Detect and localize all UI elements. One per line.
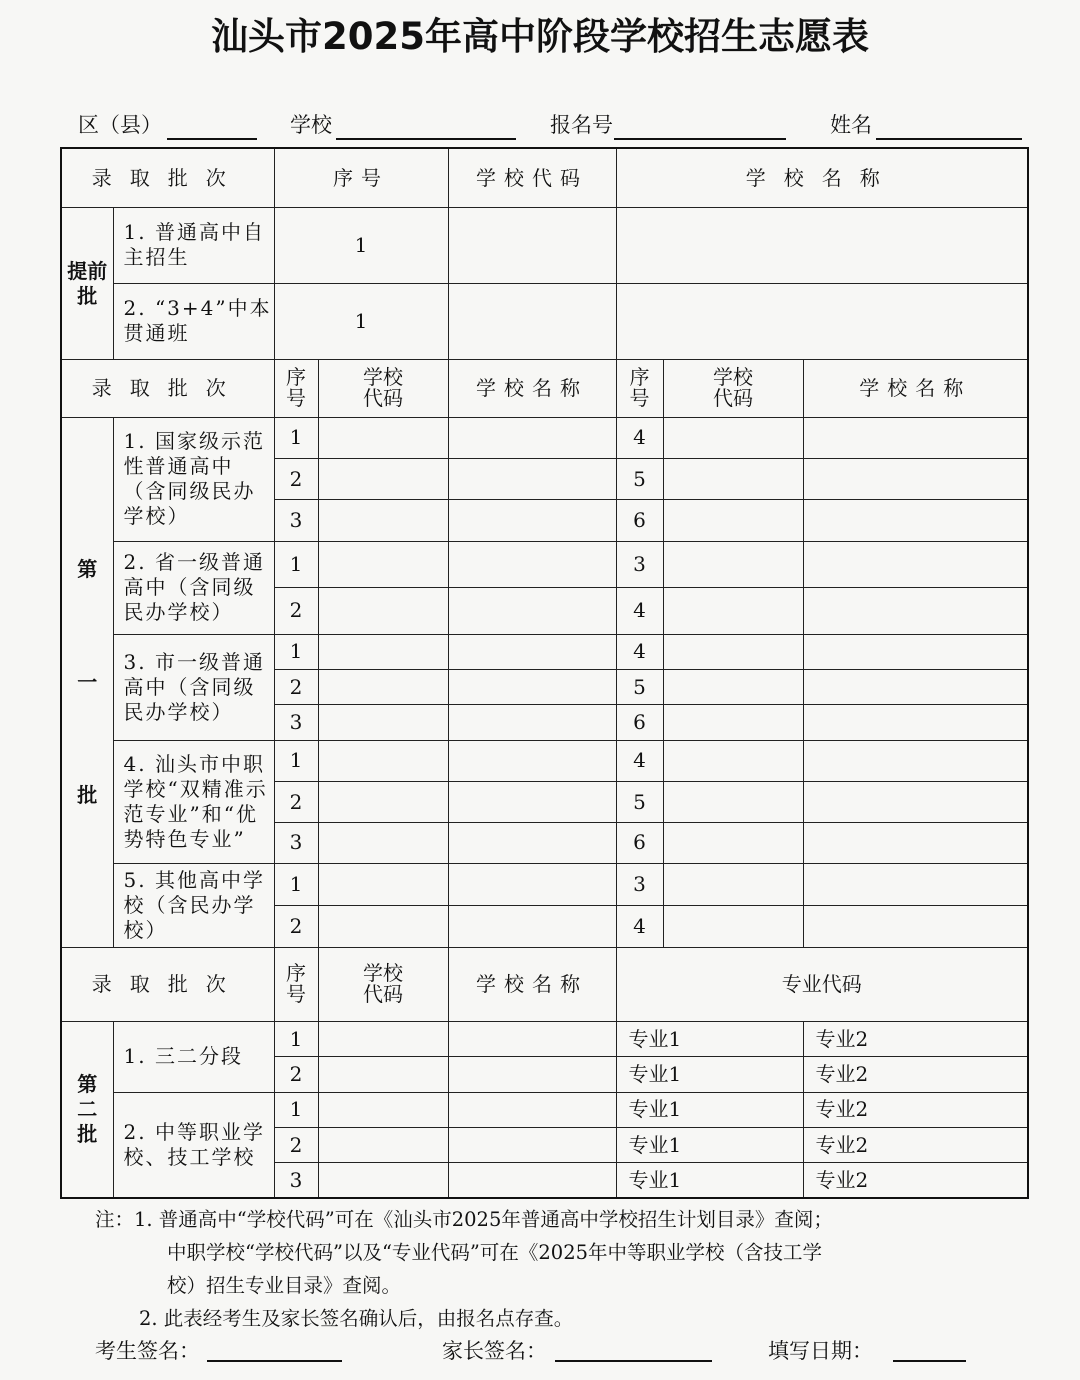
school-name-input[interactable] bbox=[803, 541, 1028, 587]
seq-cell: 2 bbox=[274, 588, 318, 634]
school-name-input[interactable] bbox=[448, 417, 616, 458]
school-code-input[interactable] bbox=[663, 781, 803, 822]
name-header: 学校名称 bbox=[803, 360, 1028, 418]
early-category: 1. 普通高中自主招生 bbox=[113, 208, 274, 284]
major-1-input[interactable]: 专业1 bbox=[616, 1021, 803, 1056]
header-fields bbox=[0, 108, 1080, 142]
major-2-input[interactable]: 专业2 bbox=[803, 1127, 1028, 1162]
school-name-input[interactable] bbox=[448, 1021, 616, 1056]
school-code-input[interactable] bbox=[663, 740, 803, 781]
school-code-input[interactable] bbox=[663, 863, 803, 905]
seq-cell: 6 bbox=[616, 823, 663, 863]
note-line: 中职学校“学校代码”以及“专业代码”可在《2025年中等职业学校（含技工学 bbox=[167, 1241, 823, 1264]
major-2-input[interactable]: 专业2 bbox=[803, 1092, 1028, 1127]
seq-cell: 4 bbox=[616, 588, 663, 634]
seq-cell: 1 bbox=[274, 863, 318, 905]
name-label: 姓名 bbox=[830, 113, 872, 137]
second-batch-category: 2. 中等职业学校、技工学校 bbox=[113, 1092, 274, 1198]
seq-cell: 4 bbox=[616, 740, 663, 781]
seq-cell: 1 bbox=[274, 208, 448, 284]
major-1-input[interactable]: 专业1 bbox=[616, 1163, 803, 1198]
school-code-input[interactable] bbox=[318, 588, 448, 634]
school-code-input[interactable] bbox=[318, 417, 448, 458]
school-name-input[interactable] bbox=[448, 905, 616, 947]
school-name-input[interactable] bbox=[448, 634, 616, 669]
school-code-input[interactable] bbox=[448, 208, 616, 284]
school-name-input[interactable] bbox=[803, 588, 1028, 634]
school-code-input[interactable] bbox=[663, 500, 803, 541]
school-name-input[interactable] bbox=[803, 669, 1028, 704]
seq-cell: 1 bbox=[274, 1021, 318, 1056]
first-batch-category: 5. 其他高中学校（含民办学校） bbox=[113, 863, 274, 948]
district-label: 区（县） bbox=[78, 113, 162, 137]
seq-header: 序号 bbox=[274, 148, 448, 208]
seq-cell: 2 bbox=[274, 669, 318, 704]
seq-cell: 3 bbox=[274, 1163, 318, 1198]
seq-cell: 4 bbox=[616, 905, 663, 947]
major-1-input[interactable]: 专业1 bbox=[616, 1057, 803, 1092]
seq-cell: 1 bbox=[274, 634, 318, 669]
school-code-input[interactable] bbox=[318, 541, 448, 587]
school-code-input[interactable] bbox=[318, 669, 448, 704]
code-header: 学校代码 bbox=[663, 360, 803, 418]
school-name-input[interactable] bbox=[448, 500, 616, 541]
seq-cell: 3 bbox=[274, 705, 318, 740]
seq-cell: 3 bbox=[616, 863, 663, 905]
seq-header: 序号 bbox=[274, 360, 318, 418]
major-1-input[interactable]: 专业1 bbox=[616, 1127, 803, 1162]
application-table bbox=[60, 147, 1029, 1199]
date-label: 填写日期： bbox=[768, 1339, 873, 1363]
school-code-input[interactable] bbox=[318, 1163, 448, 1198]
name-header: 学校名称 bbox=[616, 148, 1028, 208]
batch-header: 录取批次 bbox=[61, 948, 274, 1022]
school-name-input[interactable] bbox=[448, 1057, 616, 1092]
school-code-input[interactable] bbox=[318, 705, 448, 740]
school-name-input[interactable] bbox=[448, 1127, 616, 1162]
early-batch-label: 提前批 bbox=[61, 208, 113, 360]
school-code-input[interactable] bbox=[318, 823, 448, 863]
school-name-input[interactable] bbox=[616, 208, 1028, 284]
first-batch-category: 3. 市一级普通高中（含同级民办学校） bbox=[113, 634, 274, 740]
school-name-input[interactable] bbox=[448, 781, 616, 822]
school-name-input[interactable] bbox=[448, 1163, 616, 1198]
school-code-input[interactable] bbox=[318, 740, 448, 781]
batch-header: 录取批次 bbox=[61, 360, 274, 418]
student-signature-field[interactable] bbox=[207, 1360, 342, 1362]
second-batch-category: 1. 三二分段 bbox=[113, 1021, 274, 1092]
seq-header: 序号 bbox=[616, 360, 663, 418]
school-name-input[interactable] bbox=[448, 541, 616, 587]
school-code-input[interactable] bbox=[318, 1127, 448, 1162]
school-name-input[interactable] bbox=[448, 459, 616, 500]
code-header: 学校代码 bbox=[448, 148, 616, 208]
first-batch-category: 1. 国家级示范性普通高中（含同级民办学校） bbox=[113, 417, 274, 541]
seq-cell: 4 bbox=[616, 417, 663, 458]
school-name-input[interactable] bbox=[803, 459, 1028, 500]
seq-cell: 2 bbox=[274, 459, 318, 500]
school-code-input[interactable] bbox=[318, 781, 448, 822]
early-category: 2. “3+4”中本贯通班 bbox=[113, 283, 274, 360]
seq-cell: 1 bbox=[274, 740, 318, 781]
school-code-input[interactable] bbox=[663, 541, 803, 587]
first-batch-category: 2. 省一级普通高中（含同级民办学校） bbox=[113, 541, 274, 634]
seq-cell: 6 bbox=[616, 500, 663, 541]
seq-cell: 1 bbox=[274, 283, 448, 360]
second-batch-section bbox=[61, 1021, 1028, 1198]
school-code-input[interactable] bbox=[318, 905, 448, 947]
seq-cell: 5 bbox=[616, 459, 663, 500]
school-code-input[interactable] bbox=[318, 1092, 448, 1127]
school-name-input[interactable] bbox=[616, 283, 1028, 360]
code-header: 学校代码 bbox=[318, 948, 448, 1022]
seq-cell: 3 bbox=[616, 541, 663, 587]
seq-cell: 3 bbox=[274, 500, 318, 541]
school-name-input[interactable] bbox=[803, 634, 1028, 669]
seq-header: 序号 bbox=[274, 948, 318, 1022]
parent-signature-field[interactable] bbox=[555, 1360, 712, 1362]
regno-label: 报名号 bbox=[550, 113, 613, 137]
school-name-input[interactable] bbox=[803, 500, 1028, 541]
school-name-input[interactable] bbox=[448, 705, 616, 740]
school-name-input[interactable] bbox=[448, 1092, 616, 1127]
major-code-header: 专业代码 bbox=[616, 948, 1028, 1022]
seq-cell: 2 bbox=[274, 905, 318, 947]
school-code-input[interactable] bbox=[663, 669, 803, 704]
note-line: 注：1. 普通高中“学校代码”可在《汕头市2025年普通高中学校招生计划目录》查阅； bbox=[95, 1208, 833, 1231]
school-code-input[interactable] bbox=[318, 459, 448, 500]
seq-cell: 4 bbox=[616, 634, 663, 669]
form-title: 汕头市2025年高中阶段学校招生志愿表 bbox=[211, 15, 869, 58]
school-code-input[interactable] bbox=[663, 905, 803, 947]
first-batch-section bbox=[61, 417, 1028, 948]
seq-cell: 5 bbox=[616, 669, 663, 704]
school-code-input[interactable] bbox=[663, 634, 803, 669]
note-line: 2. 此表经考生及家长签名确认后，由报名点存查。 bbox=[139, 1307, 574, 1330]
seq-cell: 2 bbox=[274, 1127, 318, 1162]
school-name-input[interactable] bbox=[448, 588, 616, 634]
school-code-input[interactable] bbox=[663, 823, 803, 863]
school-name-input[interactable] bbox=[803, 823, 1028, 863]
major-2-input[interactable]: 专业2 bbox=[803, 1163, 1028, 1198]
school-name-input[interactable] bbox=[803, 863, 1028, 905]
school-name-input[interactable] bbox=[803, 781, 1028, 822]
first-batch-category: 4. 汕头市中职学校“双精准示范专业”和“优势特色专业” bbox=[113, 740, 274, 863]
school-code-input[interactable] bbox=[663, 459, 803, 500]
school-code-input[interactable] bbox=[318, 500, 448, 541]
first-batch-label: 第 一 批 bbox=[61, 417, 113, 948]
school-code-input[interactable] bbox=[318, 1057, 448, 1092]
school-code-input[interactable] bbox=[318, 634, 448, 669]
school-name-input[interactable] bbox=[803, 740, 1028, 781]
school-name-input[interactable] bbox=[448, 740, 616, 781]
name-field[interactable] bbox=[876, 138, 1022, 140]
parent-signature-label: 家长签名： bbox=[442, 1339, 547, 1363]
school-code-input[interactable] bbox=[663, 705, 803, 740]
regno-field[interactable] bbox=[614, 138, 786, 140]
notes bbox=[95, 1203, 833, 1335]
school-name-input[interactable] bbox=[803, 905, 1028, 947]
school-code-input[interactable] bbox=[318, 863, 448, 905]
seq-cell: 6 bbox=[616, 705, 663, 740]
school-name-input[interactable] bbox=[448, 669, 616, 704]
seq-cell: 1 bbox=[274, 417, 318, 458]
school-name-input[interactable] bbox=[803, 705, 1028, 740]
name-header: 学校名称 bbox=[448, 360, 616, 418]
seq-cell: 5 bbox=[616, 781, 663, 822]
school-code-input[interactable] bbox=[318, 1021, 448, 1056]
major-1-input[interactable]: 专业1 bbox=[616, 1092, 803, 1127]
seq-cell: 2 bbox=[274, 1057, 318, 1092]
school-name-input[interactable] bbox=[448, 863, 616, 905]
school-name-input[interactable] bbox=[448, 823, 616, 863]
code-header: 学校代码 bbox=[318, 360, 448, 418]
date-field[interactable] bbox=[893, 1360, 966, 1362]
school-code-input[interactable] bbox=[448, 283, 616, 360]
major-2-input[interactable]: 专业2 bbox=[803, 1021, 1028, 1056]
name-header: 学校名称 bbox=[448, 948, 616, 1022]
note-line: 校）招生专业目录》查阅。 bbox=[167, 1274, 402, 1297]
second-batch-label: 第 二 批 bbox=[61, 1021, 113, 1198]
school-code-input[interactable] bbox=[663, 417, 803, 458]
school-field[interactable] bbox=[336, 138, 516, 140]
major-2-input[interactable]: 专业2 bbox=[803, 1057, 1028, 1092]
seq-cell: 3 bbox=[274, 823, 318, 863]
student-signature-label: 考生签名： bbox=[95, 1339, 200, 1363]
seq-cell: 1 bbox=[274, 541, 318, 587]
district-field[interactable] bbox=[167, 138, 257, 140]
seq-cell: 1 bbox=[274, 1092, 318, 1127]
school-code-input[interactable] bbox=[663, 588, 803, 634]
batch-header: 录取批次 bbox=[61, 148, 274, 208]
school-name-input[interactable] bbox=[803, 417, 1028, 458]
school-label: 学校 bbox=[290, 113, 332, 137]
seq-cell: 2 bbox=[274, 781, 318, 822]
